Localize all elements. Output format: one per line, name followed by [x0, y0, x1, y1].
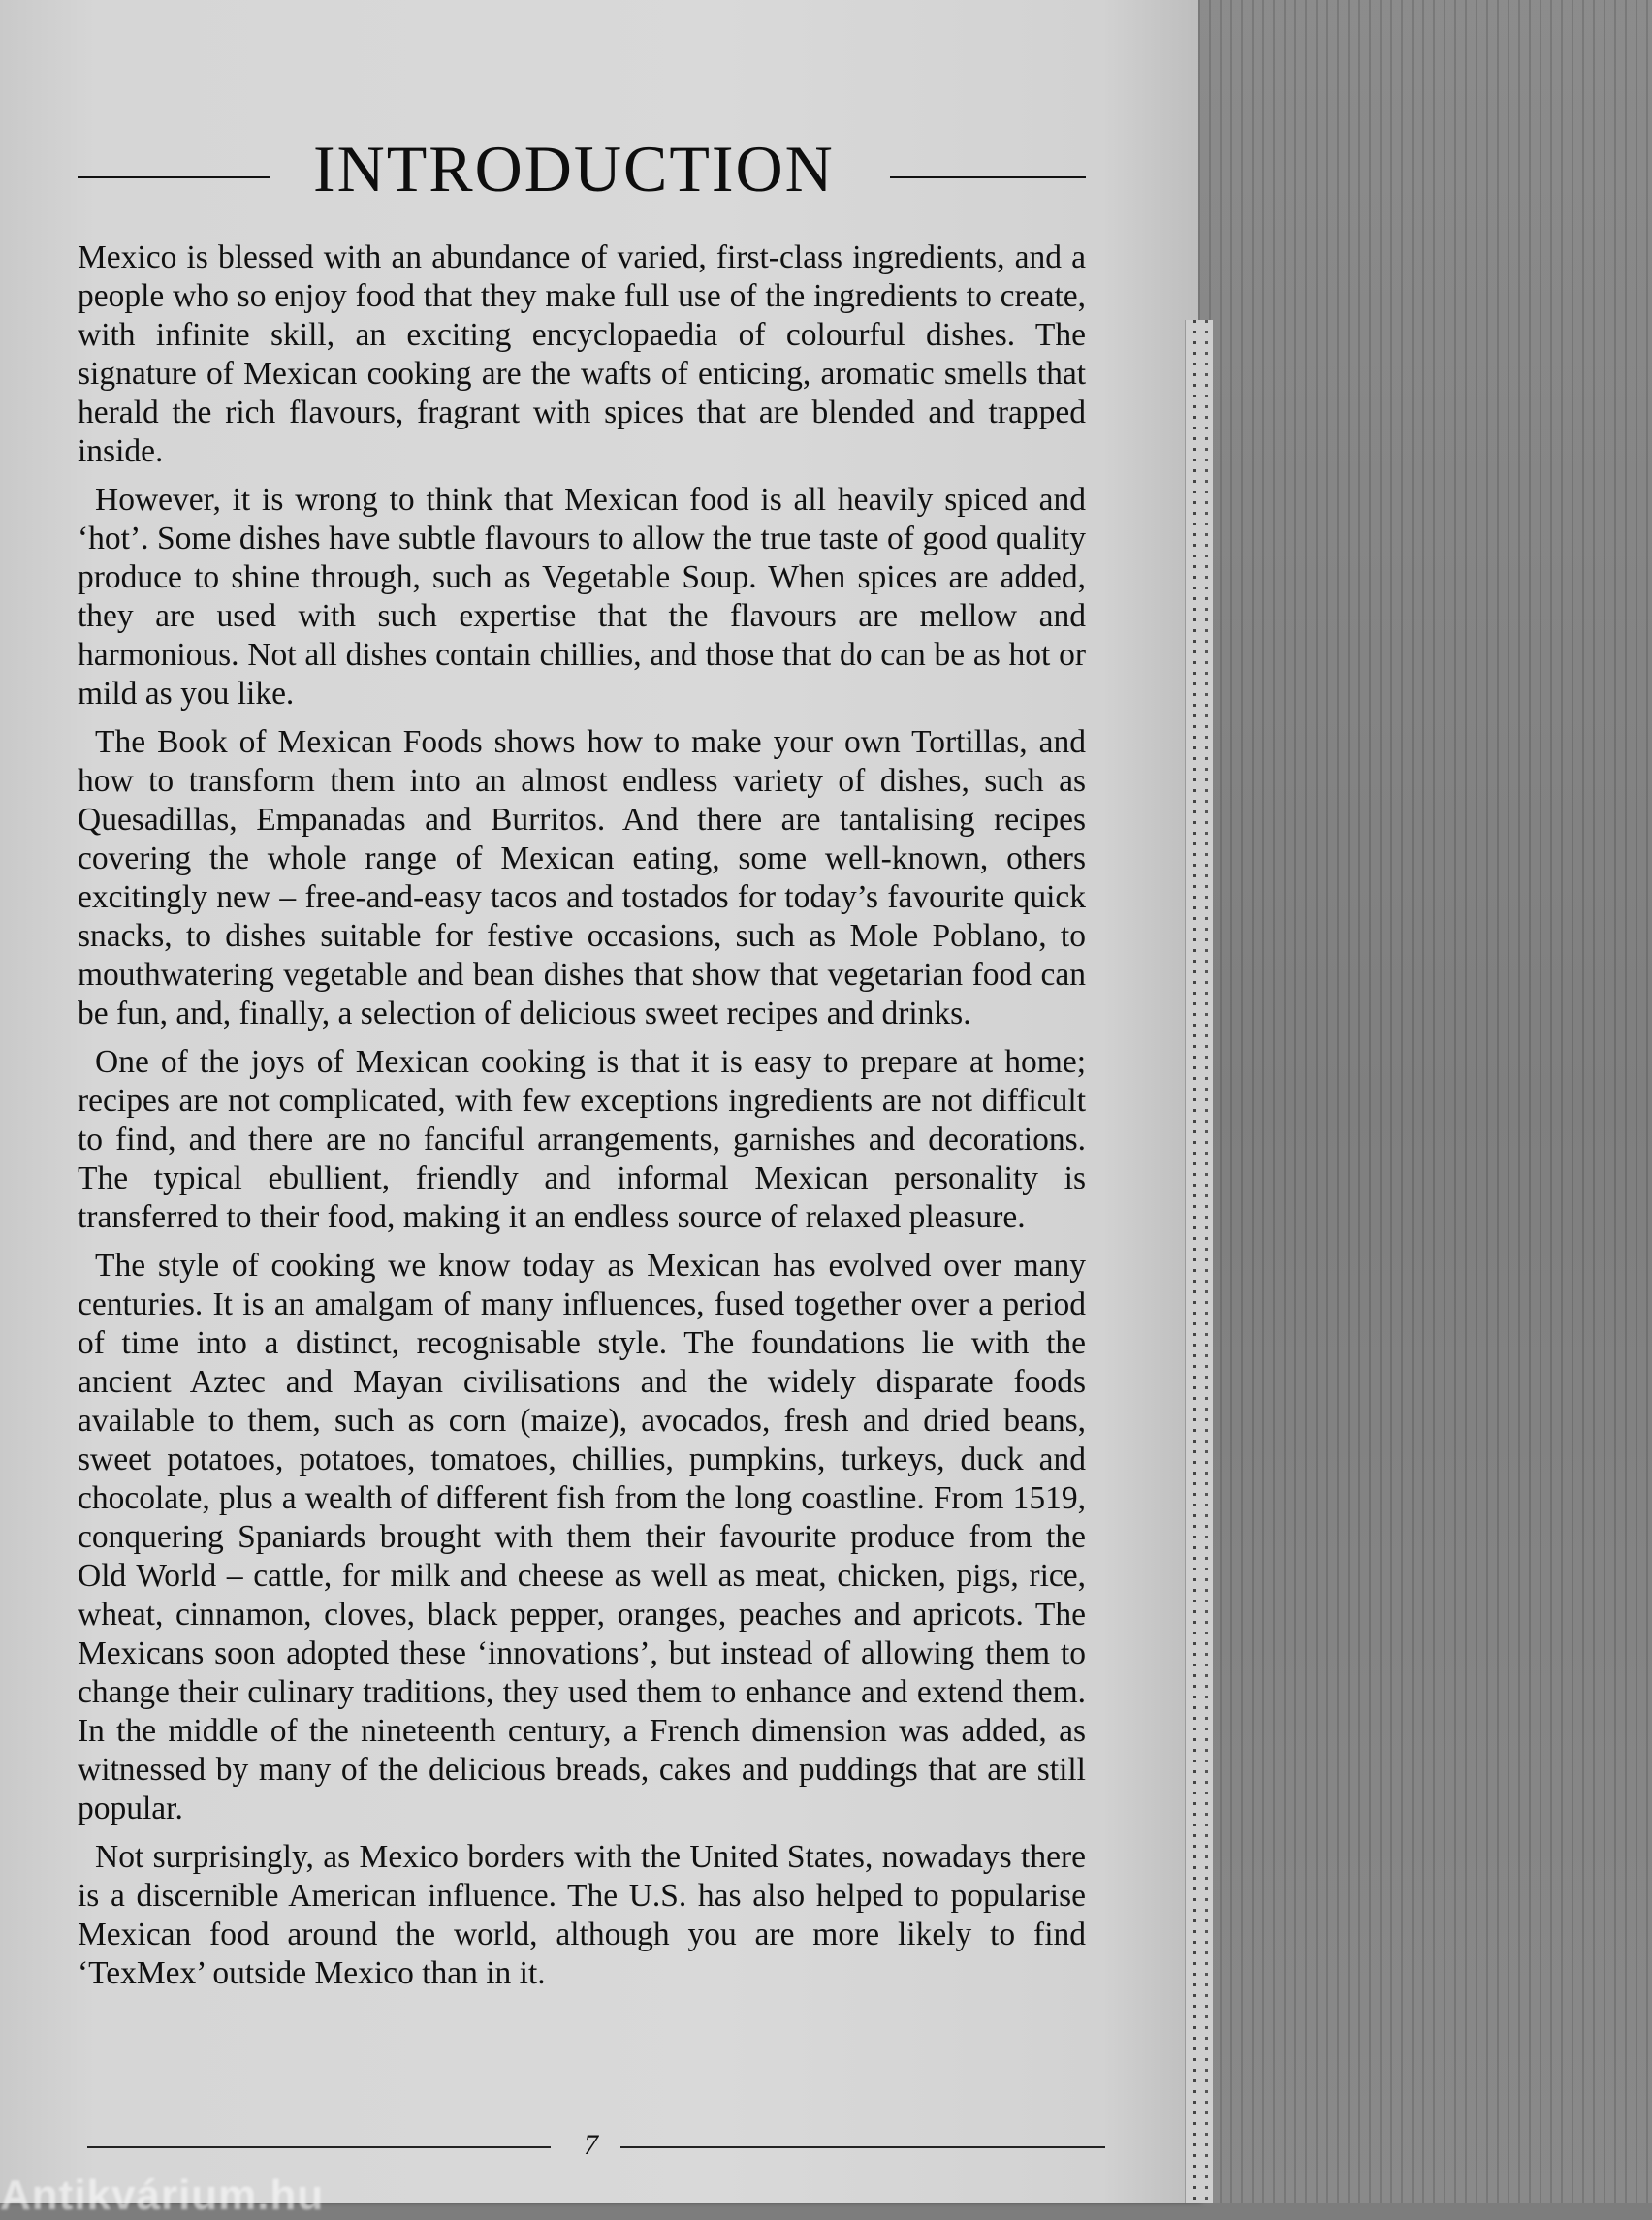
paragraph-1: Mexico is blessed with an abundance of varied, first-class ingredients, and a people who so enjoy food that they make full use of the ingredients to create, with infinite skill, an exciting encyclopaedia of colourful dishes. The signature of Mexican cooking are the wafts of enticing, aromatic smells that herald the rich flavours, fragrant with spices that are blended and trapped inside. — [78, 239, 1086, 469]
paragraph-3: The Book of Mexican Foods shows how to make your own Tortillas, and how to transform them into an almost endless variety of dishes, such as Quesadillas, Empanadas and Burritos. And there are tantalising recipes covering the whole range of Mexican eating, some well-known, others excitingly new – free-and-easy tacos and tostados for today’s favourite quick snacks, to dishes suitable for festive occasions, such as Mole Poblano, to mouthwatering vegetable and bean dishes that show that vegetarian food can be fun, and, finally, a selection of delicious sweet recipes and drinks. — [78, 724, 1086, 1031]
watermark: Antikvárium.hu — [0, 2172, 325, 2219]
paragraph-6: Not surprisingly, as Mexico borders with the United States, nowadays there is a discernible American influence. The U.S. has also helped to popularise Mexican food around the world, although you are more likely to find ‘TexMex’ outside Mexico than in it. — [78, 1839, 1086, 1991]
heading-rule-right — [890, 176, 1086, 178]
heading-rule-left — [78, 176, 270, 178]
paragraph-2: However, it is wrong to think that Mexican food is all heavily spiced and ‘hot’. Some dishes have subtle flavours to allow the true taste of good quality produce to shine through, such as Vegetable Soup. When spices are added, they are used with such expertise that the flavours are mellow and harmonious. Not all dishes contain chillies, and those that do can be as hot or mild as you like. — [78, 482, 1086, 712]
background-surface — [1198, 0, 1652, 2203]
introduction-text — [78, 238, 1086, 2003]
page-footer — [87, 2129, 1096, 2168]
footer-rule-left — [87, 2146, 551, 2148]
footer-rule-right — [620, 2146, 1105, 2148]
page-number: 7 — [584, 2129, 598, 2161]
paragraph-4: One of the joys of Mexican cooking is that it is easy to prepare at home; recipes are not complicated, with few exceptions ingredients are not difficult to find, and there are no fanciful arrangements, garnishes and decorations. The typical ebullient, friendly and informal Mexican personality is transferred to their food, making it an endless source of relaxed pleasure. — [78, 1044, 1086, 1235]
page-title: INTRODUCTION — [313, 132, 835, 206]
heading-row — [78, 126, 1086, 233]
paragraph-5: The style of cooking we know today as Mexican has evolved over many centuries. It is an amalgam of many influences, fused together over a period of time into a distinct, recognisable style. The foundations lie with the ancient Aztec and Mayan civilisations and the widely disparate foods available to them, such as corn (maize), avocados, fresh and dried beans, sweet potatoes, potatoes, tomatoes, chillies, pumpkins, turkeys, duck and chocolate, plus a wealth of different fish from the long coastline. From 1519, conquering Spaniards brought with them their favourite produce from the Old World – cattle, for milk and cheese as well as meat, chicken, pigs, rice, wheat, cinnamon, cloves, black pepper, oranges, peaches and apricots. The Mexicans soon adopted these ‘innovations’, but instead of allowing them to change their culinary traditions, they used them to enhance and extend them. In the middle of the nineteenth century, a French dimension was added, as witnessed by many of the delicious breads, cakes and puddings that are still popular. — [78, 1248, 1086, 1826]
page-edge-binding — [1185, 320, 1213, 2203]
